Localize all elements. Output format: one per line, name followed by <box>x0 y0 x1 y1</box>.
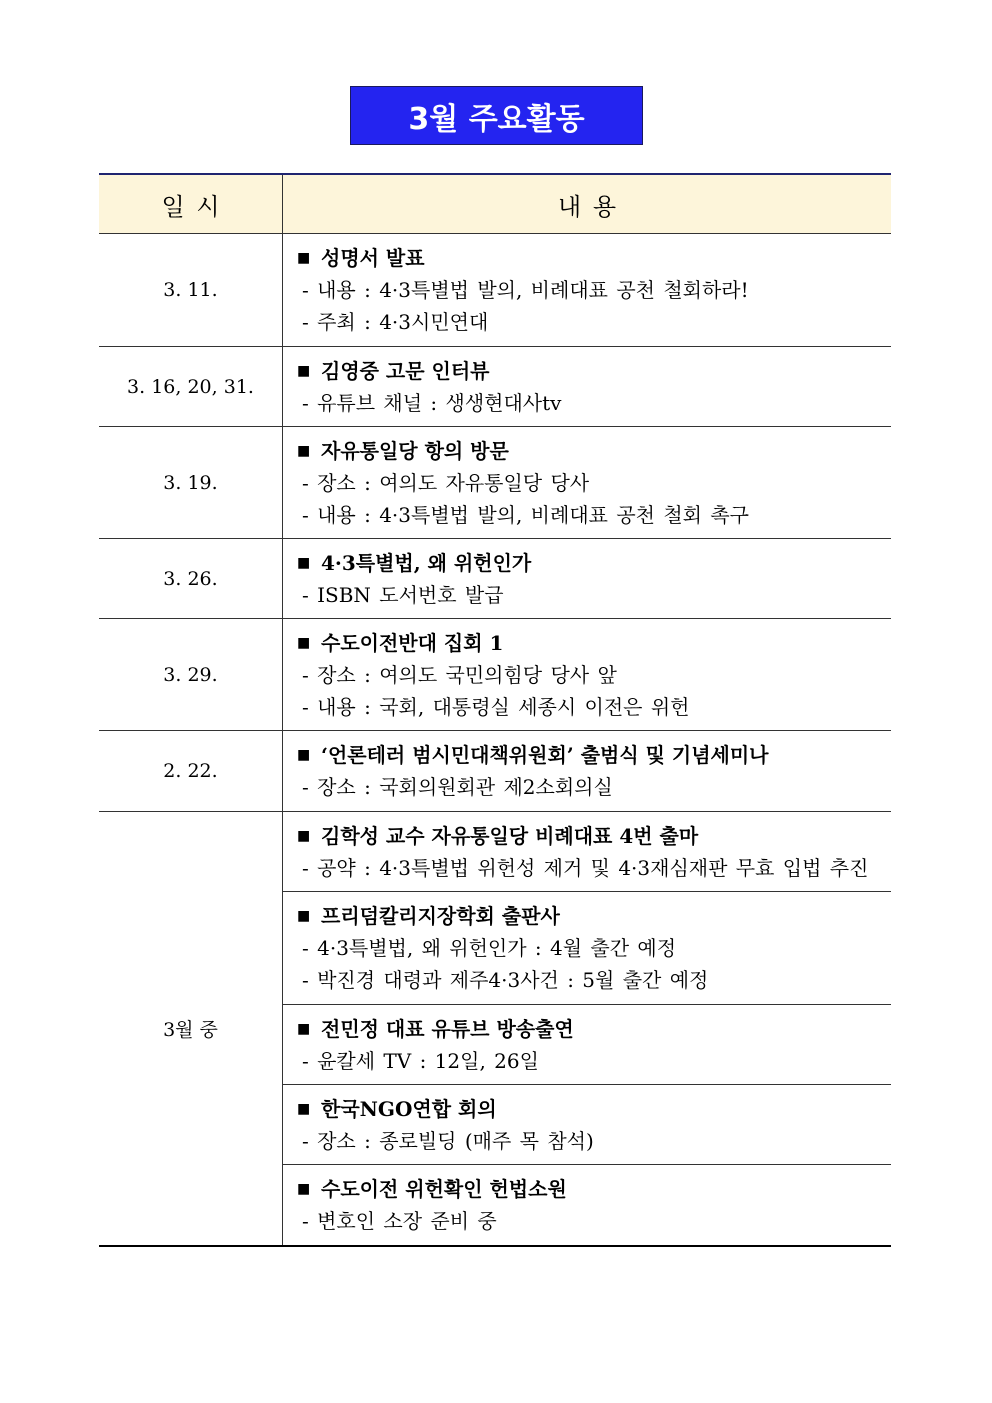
date-cell <box>99 234 283 346</box>
date-cell <box>99 347 283 426</box>
table-row <box>99 619 891 731</box>
row-date: 3월 중 <box>163 1019 218 1041</box>
entry-detail: - 변호인 소장 준비 중 <box>302 1209 497 1233</box>
entry-detail: - 주최 : 4·3시민연대 <box>302 310 489 334</box>
square-bullet-icon: ■ <box>297 828 311 844</box>
row-date: 2. 22. <box>163 760 218 782</box>
entry-heading-line <box>297 242 891 274</box>
entry-heading-line <box>297 627 891 659</box>
entry-heading: 프리덤칼리지장학회 출판사 <box>321 904 560 928</box>
table-row <box>99 234 891 347</box>
activity-entry <box>283 1165 891 1245</box>
entry-heading-line <box>297 547 891 579</box>
content-cell <box>283 347 891 426</box>
entry-heading-line <box>297 355 891 387</box>
square-bullet-icon: ■ <box>297 363 311 379</box>
activity-table <box>99 173 891 1247</box>
entry-detail: - 장소 : 여의도 자유통일당 당사 <box>302 471 590 495</box>
content-cell <box>283 812 891 1245</box>
entry-heading-line <box>297 1013 891 1045</box>
entry-detail: - ISBN 도서번호 발급 <box>302 583 504 607</box>
row-date: 3. 26. <box>163 567 218 590</box>
row-date: 3. 29. <box>163 663 218 686</box>
entry-heading: 자유통일당 항의 방문 <box>321 439 509 463</box>
row-date: 3. 16, 20, 31. <box>127 375 254 398</box>
entry-heading: ‘언론테러 범시민대책위원회’ 출범식 및 기념세미나 <box>321 743 769 767</box>
square-bullet-icon: ■ <box>297 1181 311 1197</box>
entry-heading: 김영중 고문 인터뷰 <box>321 359 490 383</box>
header-date: 일 시 <box>99 175 283 233</box>
entry-heading-line <box>297 820 891 852</box>
content-cell <box>283 234 891 346</box>
square-bullet-icon: ■ <box>297 635 311 651</box>
entry-detail: - 장소 : 여의도 국민의힘당 당사 앞 <box>302 663 617 687</box>
entry-detail: - 박진경 대령과 제주4·3사건 : 5월 출간 예정 <box>302 968 709 992</box>
date-cell <box>99 427 283 538</box>
entry-detail: - 장소 : 국회의원회관 제2소회의실 <box>302 775 613 799</box>
entry-heading: 전민정 대표 유튜브 방송출연 <box>321 1017 574 1041</box>
entry-heading-line <box>297 1093 891 1125</box>
entry-heading: 수도이전 위헌확인 헌법소원 <box>321 1177 567 1201</box>
activity-entry <box>283 539 891 611</box>
row-date: 3. 11. <box>163 279 218 301</box>
date-cell <box>99 619 283 730</box>
entry-heading: 수도이전반대 집회 1 <box>321 631 504 655</box>
entry-heading: 한국NGO연합 회의 <box>321 1097 497 1121</box>
table-header <box>99 175 891 234</box>
content-cell <box>283 731 891 811</box>
entry-detail: - 유튜브 채널 : 생생현대사tv <box>302 391 562 415</box>
date-cell <box>99 731 283 811</box>
activity-entry <box>283 234 891 338</box>
content-cell <box>283 539 891 618</box>
square-bullet-icon: ■ <box>297 250 311 266</box>
entry-detail: - 공약 : 4·3특별법 위헌성 제거 및 4·3재심재판 무효 입법 추진 <box>302 856 869 880</box>
content-cell <box>283 619 891 730</box>
entry-detail: - 내용 : 4·3특별법 발의, 비례대표 공천 철회하라! <box>302 278 749 302</box>
entry-detail: - 윤칼세 TV : 12일, 26일 <box>302 1049 539 1073</box>
square-bullet-icon: ■ <box>297 443 311 459</box>
table-row <box>99 731 891 812</box>
square-bullet-icon: ■ <box>297 747 311 763</box>
entry-heading: 김학성 교수 자유통일당 비례대표 4번 출마 <box>321 824 699 848</box>
activity-entry <box>283 427 891 531</box>
square-bullet-icon: ■ <box>297 908 311 924</box>
date-cell <box>99 812 283 1245</box>
entry-heading-line <box>297 1173 891 1205</box>
activity-entry <box>283 1085 891 1165</box>
row-date: 3. 19. <box>163 471 218 494</box>
entry-detail: - 내용 : 4·3특별법 발의, 비례대표 공천 철회 촉구 <box>302 503 749 527</box>
entry-detail: - 4·3특별법, 왜 위헌인가 : 4월 출간 예정 <box>302 936 677 960</box>
page-title: 3월 주요활동 <box>408 101 585 137</box>
entry-detail: - 장소 : 종로빌딩 (매주 목 참석) <box>302 1129 594 1153</box>
table-row <box>99 347 891 427</box>
entry-heading-line <box>297 435 891 467</box>
title-box <box>350 86 643 145</box>
activity-entry <box>283 347 891 419</box>
content-cell <box>283 427 891 538</box>
header-content: 내 용 <box>558 192 616 221</box>
square-bullet-icon: ■ <box>297 1021 311 1037</box>
entry-heading: 4·3특별법, 왜 위헌인가 <box>321 551 532 575</box>
date-cell <box>99 539 283 618</box>
table-row <box>99 427 891 539</box>
table-row <box>99 539 891 619</box>
activity-entry <box>283 731 891 803</box>
entry-heading: 성명서 발표 <box>321 246 425 270</box>
square-bullet-icon: ■ <box>297 555 311 571</box>
table-row <box>99 812 891 1245</box>
entry-heading-line <box>297 739 891 771</box>
activity-entry <box>283 892 891 1005</box>
activity-entry <box>283 619 891 723</box>
square-bullet-icon: ■ <box>297 1101 311 1117</box>
activity-entry <box>283 1005 891 1085</box>
activity-entry <box>283 812 891 892</box>
entry-detail: - 내용 : 국회, 대통령실 세종시 이전은 위헌 <box>302 695 690 719</box>
entry-heading-line <box>297 900 891 932</box>
